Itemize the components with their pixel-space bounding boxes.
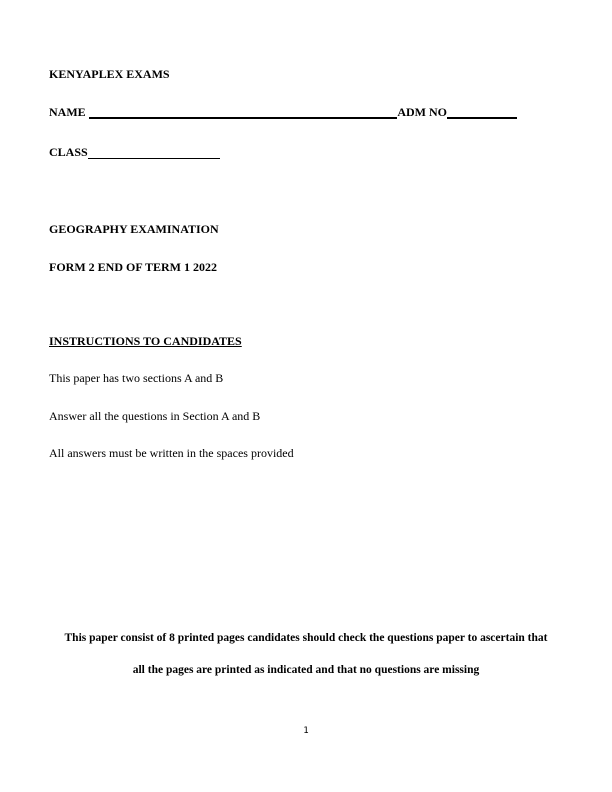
adm-no-blank-field (447, 106, 517, 119)
instructions-heading: INSTRUCTIONS TO CANDIDATES (49, 334, 242, 348)
instruction-item: This paper has two sections A and B (49, 371, 224, 385)
name-blank-field (89, 106, 398, 119)
instruction-item: All answers must be written in the spaces provided (49, 446, 294, 460)
exam-title: GEOGRAPHY EXAMINATION (49, 222, 219, 236)
footer-note-line2: all the pages are printed as indicated and that no questions are missing (132, 664, 480, 676)
class-row (49, 145, 220, 159)
instruction-item: Answer all the questions in Section A and B (49, 409, 261, 423)
exam-board-header: KENYAPLEX EXAMS (49, 67, 170, 81)
page-number: 1 (303, 726, 309, 736)
footer-note-line1: This paper consist of 8 printed pages candidates should check the questions paper to ascertain that (64, 632, 548, 644)
name-adm-row (49, 105, 517, 119)
class-blank-field (88, 146, 220, 159)
adm-no-label: ADM NO (397, 105, 447, 119)
name-label: NAME (49, 105, 86, 119)
exam-subtitle: FORM 2 END OF TERM 1 2022 (49, 260, 217, 274)
class-label: CLASS (49, 145, 88, 159)
